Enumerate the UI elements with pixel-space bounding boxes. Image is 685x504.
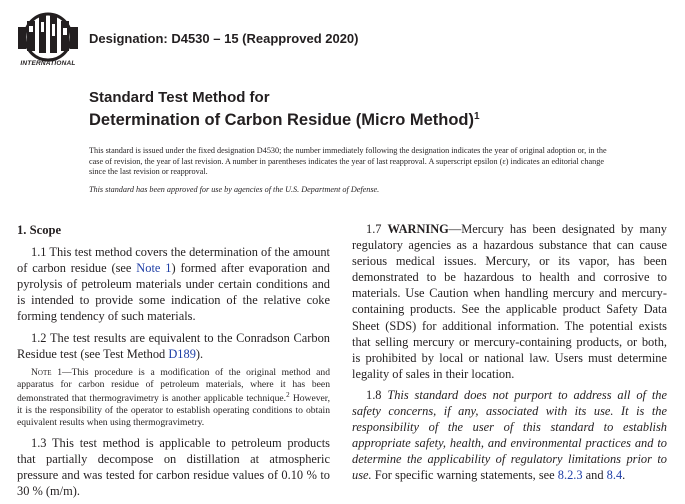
section-heading-scope: 1. Scope — [17, 223, 62, 237]
section-8-2-3-link[interactable]: 8.2.3 — [557, 468, 583, 483]
paragraph-1-8 — [352, 387, 667, 484]
p1-2-text-b: ). — [195, 346, 204, 361]
issuance-notice — [89, 146, 609, 202]
p1-2-text-a: 1.2 The test results are equivalent to the Conradson Carbon Residue test (see Test Method — [17, 330, 330, 361]
p1-8-text: For specific warning statements, see — [371, 468, 558, 483]
left-column — [17, 222, 330, 504]
note-1-text-a: —This procedure is a modification of the original method and apparatus for carbon residue of petroleum materials, where it has been demonstrated that thermogravimetry is another applicable technique. — [17, 366, 330, 405]
p1-1-text-a: 1.1 This test method covers the determination of the amount of carbon residue (see — [17, 245, 330, 276]
note-1-text-b: However, it is the responsibility of the operator to establish operating conditions to obtain equivalent results when using thermogravimetry. — [17, 393, 330, 428]
d189-link[interactable]: D189 — [168, 346, 196, 361]
section-8-4-link[interactable]: 8.4 — [606, 468, 623, 483]
note-1 — [17, 367, 330, 429]
note-1-footnote-mark[interactable]: 2 — [286, 391, 290, 400]
designation: Designation: D4530 – 15 (Reapproved 2020) — [89, 31, 359, 46]
p1-7-text: —Mercury has been designated by many regulatory agencies as a hazardous substance that can cause serious medical issues. Mercury, or its vapor, has been demonstrated to be hazardous to health and corrosive to materials. Use Caution when handling mercury and mercury-containing products. See the applicable product Safety Data Sheet (SDS) for additional information. The potential exists that selling mercury or mercury-containing products, or both, is prohibited by local or national law. Users must determine legality of sales in their location. — [352, 222, 667, 381]
note-1-label: Note 1 — [31, 366, 63, 378]
p1-8-and: and — [582, 468, 607, 483]
p1-7-number: 1.7 — [366, 222, 388, 236]
title-line-1: Standard Test Method for — [89, 89, 270, 106]
right-column — [352, 221, 667, 489]
title-footnote-mark[interactable]: 1 — [474, 111, 480, 122]
p1-1-text-b: ) formed after evaporation and pyrolysis of petroleum materials under certain conditions and is intended to provide some indication of the relative coke forming tendency of such materials. — [17, 261, 330, 324]
paragraph-1-7 — [352, 221, 667, 382]
approval-statement: This standard has been approved for use by agencies of the U.S. Department of Defense. — [89, 184, 380, 194]
paragraph-1-3: 1.3 This test method is applicable to petroleum products that partially decompose on distillation at atmospheric pressure and was tested for carbon residue values of 0.10 % to 30 % (m/m). — [17, 435, 330, 499]
issued-statement: This standard is issued under the fixed designation D4530; the number immediately following the designation indicates the year of original adoption or, in the case of revision, the year of last revision. A number in parentheses indicates the year of last reapproval. A superscript epsilon (ε) indicates an editorial change since the last revision or reapproval. — [89, 146, 607, 176]
title-line-2 — [89, 107, 480, 130]
paragraph-1-2 — [17, 330, 330, 362]
note-1-link[interactable]: Note 1 — [136, 261, 172, 276]
document-title — [89, 89, 480, 130]
logo-subtext: INTERNATIONAL — [20, 60, 76, 67]
p1-8-number: 1.8 — [366, 387, 388, 402]
p1-8-end: . — [622, 468, 626, 483]
title-main: Determination of Carbon Residue (Micro Method) — [89, 111, 475, 129]
warning-label: WARNING — [387, 222, 449, 236]
p1-8-italic-text: This standard does not purport to address all of the safety concerns, if any, associated with its use. It is the responsibility of the user of this standard to establish appropriate safety, health, and environmental practices and to determine the applicability of regulatory limitations prior to use. — [352, 387, 667, 483]
paragraph-1-1 — [17, 244, 330, 324]
